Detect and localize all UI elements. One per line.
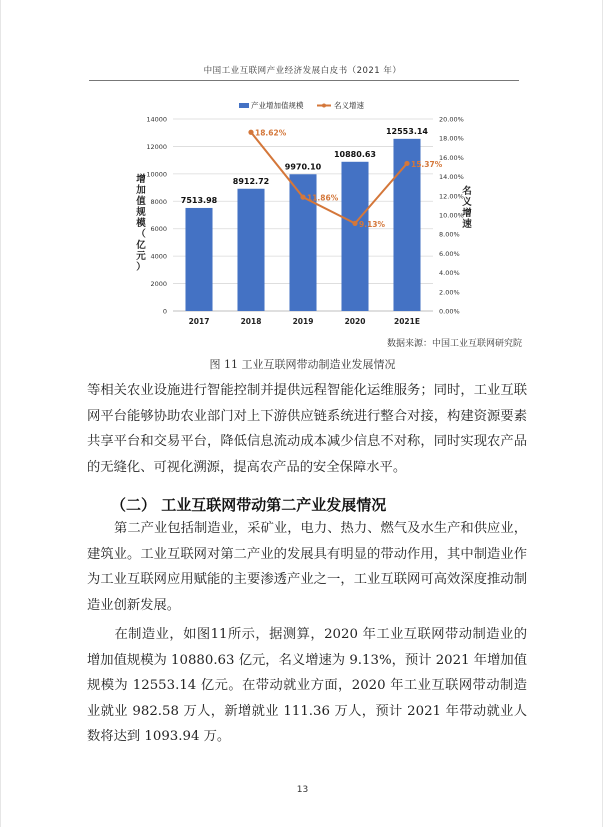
y2-tick-label: 10.00% <box>439 211 464 220</box>
y-axis-title-char: 值 <box>136 196 146 207</box>
y-axis-title-char: 规 <box>136 207 146 218</box>
paragraph-2 <box>87 516 527 618</box>
legend-label-line: 名义增速 <box>334 101 364 110</box>
y-tick-label: 14000 <box>146 115 167 124</box>
y2-axis-title-char: 速 <box>462 219 472 230</box>
y2-tick-label: 2.00% <box>439 288 460 297</box>
line-series-path <box>251 132 407 223</box>
bar-data-label: 7513.98 <box>180 195 218 205</box>
legend-label-bars: 产业增加值规模 <box>251 101 304 110</box>
line-point <box>352 221 357 226</box>
y2-tick-label: 18.00% <box>439 134 464 143</box>
y2-tick-label: 4.00% <box>439 269 460 278</box>
y-axis-title-char: 增 <box>136 174 146 185</box>
y-axis-title-char: 加 <box>136 185 146 196</box>
y-tick-label: 2000 <box>150 280 167 289</box>
y-tick-label: 0 <box>162 307 167 316</box>
bar <box>341 162 368 311</box>
chart <box>1 96 603 332</box>
x-tick-label: 2017 <box>188 317 210 326</box>
bar-data-label: 12553.14 <box>385 126 429 136</box>
line-point <box>300 195 305 200</box>
line-point <box>404 161 409 166</box>
paragraph-1: 等相关农业设施进行智能控制并提供远程智能化运维服务；同时，工业互联网平台能够协助农业部门对上下游供应链系统进行整合对接，构建资源要素共享平台和交易平台，降低信息流动成本减少信息不对称，同时实现农产品的无缝化、可视化溯源，提高农产品的安全保障水平。 <box>87 383 527 475</box>
y2-tick-label: 12.00% <box>439 192 464 201</box>
paragraph-2-text: 第二产业包括制造业，采矿业，电力、热力、燃气及水生产和供应业，建筑业。工业互联网对第二产业的发展具有明显的带动作用，其中制造业作为工业互联网应用赋能的主要渗透产业之一，工业互联网可高效深度推动制造业创新发展。 <box>87 521 527 613</box>
bar-data-label: 10880.63 <box>333 149 377 159</box>
y-axis-title-char: ） <box>136 262 146 273</box>
x-tick-label: 2018 <box>240 317 262 326</box>
bar <box>185 208 212 311</box>
y-tick-label: 8000 <box>150 197 167 206</box>
y2-axis-title-char: 义 <box>462 197 472 208</box>
y2-axis-title-char: 名 <box>462 186 472 197</box>
paragraph-3 <box>87 622 527 750</box>
y-tick-label: 10000 <box>146 170 167 179</box>
line-data-label: 15.37% <box>411 159 443 169</box>
line-point <box>248 130 253 135</box>
figure-caption: 图 11 工业互联网带动制造业发展情况 <box>209 358 396 371</box>
y2-tick-label: 6.00% <box>439 249 460 258</box>
bar <box>237 189 264 311</box>
bar-data-label: 9970.10 <box>284 162 322 172</box>
line-data-label: 18.62% <box>255 128 287 138</box>
y2-tick-label: 0.00% <box>439 307 460 316</box>
x-tick-label: 2021E <box>394 317 420 326</box>
paragraph-3-text: 在制造业，如图11所示，据测算，2020 年工业互联网带动制造业的增加值规模为 10880.63 亿元，名义增速为 9.13%，预计 2021 年增加值规模为 12553.14 亿元。在带动就业方面，2020 年工业互联网带动制造业就业 982.58 万人，新增就业 111.36 万人，预计 2021 年带动就业人数将达到 1093.94 万。 <box>87 627 527 744</box>
y-axis-title-char: 模 <box>136 218 146 229</box>
header-rule <box>89 80 519 81</box>
bar-data-label: 8912.72 <box>232 176 270 186</box>
y2-tick-label: 8.00% <box>439 230 460 239</box>
line-data-label: 9.13% <box>359 219 386 229</box>
legend-swatch-bars <box>239 103 249 108</box>
x-tick-label: 2020 <box>344 317 366 326</box>
y2-tick-label: 14.00% <box>439 173 464 182</box>
y-tick-label: 12000 <box>146 142 167 151</box>
data-source: 数据来源：中国工业互联网研究院 <box>386 339 522 349</box>
y-tick-label: 6000 <box>150 225 167 234</box>
legend-swatch-marker <box>322 104 326 108</box>
y2-tick-label: 20.00% <box>439 115 464 124</box>
x-tick-label: 2019 <box>292 317 314 326</box>
running-header: 中国工业互联网产业经济发展白皮书（2021 年） <box>203 66 402 76</box>
line-data-label: 11.86% <box>307 193 339 203</box>
y-axis-title-char: 元 <box>136 251 146 262</box>
y-tick-label: 4000 <box>150 252 167 261</box>
page-number: 13 <box>296 785 309 795</box>
y-axis-title-char: 亿 <box>136 240 146 251</box>
y2-tick-label: 16.00% <box>439 153 464 162</box>
y-axis-title-char: （ <box>136 229 146 240</box>
section-title: （二） 工业互联网带动第二产业发展情况 <box>111 496 387 514</box>
y2-axis-title-char: 增 <box>462 208 472 219</box>
